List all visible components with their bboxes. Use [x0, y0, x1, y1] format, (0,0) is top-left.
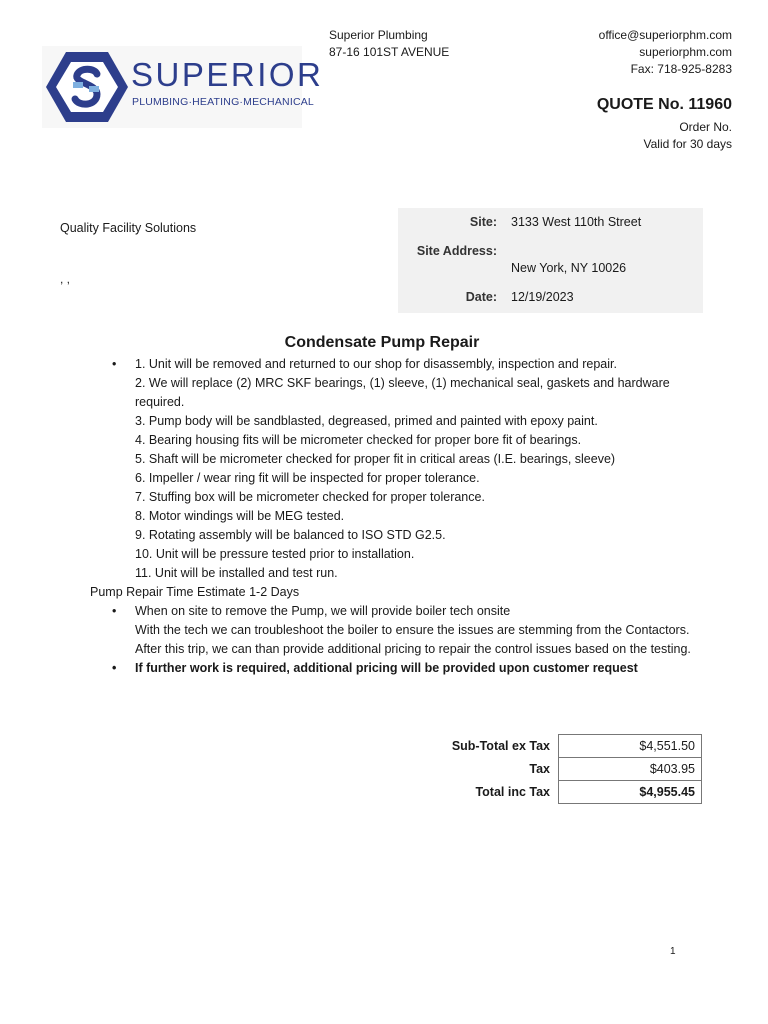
tax-value: $403.95 — [559, 758, 702, 781]
totals-table — [410, 734, 702, 804]
further-work-note: If further work is required, additional pricing will be provided upon customer request — [135, 661, 638, 675]
contact-info — [599, 27, 732, 78]
repair-step: 3. Pump body will be sandblasted, degreased, primed and painted with epoxy paint. — [135, 414, 598, 428]
repair-steps-item — [90, 355, 710, 583]
company-info — [329, 27, 449, 61]
site-label: Site: — [469, 215, 497, 229]
repair-step: 11. Unit will be installed and test run. — [135, 566, 338, 580]
site-address-label: Site Address: — [416, 244, 497, 258]
repair-step: 4. Bearing housing fits will be micrometer checked for proper bore fit of bearings. — [135, 433, 582, 447]
company-logo — [42, 46, 324, 128]
order-info — [644, 119, 733, 153]
subtotal-value: $4,551.50 — [559, 735, 702, 758]
site-details-box — [398, 208, 703, 313]
site-value: 3133 West 110th Street — [511, 215, 642, 229]
repair-step: 5. Shaft will be micrometer checked for proper fit in critical areas (I.E. bearings, sleeve) — [135, 452, 616, 466]
superior-hexagon-icon — [42, 46, 132, 128]
contact-fax: Fax: 718-925-8283 — [630, 62, 732, 76]
total-label: Total inc Tax — [475, 785, 550, 799]
note-item — [90, 602, 710, 659]
repair-step: 10. Unit will be pressure tested prior to installation. — [135, 547, 415, 561]
onsite-detail: With the tech we can troubleshoot the boiler to ensure the issues are stemming from the Contactors. After this trip, we can than provide additional pricing to repair the control issues based on the testing. — [135, 623, 691, 656]
date-label: Date: — [465, 290, 497, 304]
job-description — [90, 355, 710, 678]
table-row — [410, 735, 702, 758]
client-name: Quality Facility Solutions — [60, 221, 197, 235]
repair-step: 9. Rotating assembly will be balanced to ISO STD G2.5. — [135, 528, 446, 542]
onsite-note: When on site to remove the Pump, we will provide boiler tech onsite — [135, 604, 511, 618]
subtotal-label: Sub-Total ex Tax — [451, 739, 550, 753]
client-address: , , — [60, 272, 71, 286]
site-address-value: New York, NY 10026 — [511, 261, 627, 275]
logo-wordmark: SUPERIOR — [131, 56, 324, 93]
table-row — [410, 781, 702, 804]
contact-website[interactable]: superiorphm.com — [639, 45, 732, 59]
tax-label: Tax — [529, 762, 550, 776]
notes-list — [90, 602, 710, 678]
repair-step: 6. Impeller / wear ring fit will be inspected for proper tolerance. — [135, 471, 480, 485]
order-number: Order No. — [679, 120, 732, 134]
repair-steps-list — [90, 355, 710, 583]
repair-step: 1. Unit will be removed and returned to our shop for disassembly, inspection and repair. — [135, 357, 617, 371]
bullet-icon: • — [112, 661, 117, 675]
repair-step: 7. Stuffing box will be micrometer checked for proper tolerance. — [135, 490, 485, 504]
quote-number: QUOTE No. 11960 — [596, 96, 732, 113]
date-value: 12/19/2023 — [511, 290, 574, 304]
company-address: 87-16 101ST AVENUE — [329, 45, 450, 59]
job-title: Condensate Pump Repair — [284, 334, 480, 351]
repair-step: 8. Motor windings will be MEG tested. — [135, 509, 345, 523]
page-number: 1 — [670, 946, 676, 957]
bullet-icon: • — [112, 604, 117, 618]
time-estimate: Pump Repair Time Estimate 1-2 Days — [90, 585, 300, 599]
company-name: Superior Plumbing — [329, 28, 428, 42]
note-item — [90, 659, 710, 678]
contact-email[interactable]: office@superiorphm.com — [598, 28, 732, 42]
total-value: $4,955.45 — [559, 781, 702, 804]
quote-validity: Valid for 30 days — [643, 137, 732, 151]
bullet-icon: • — [112, 357, 117, 371]
repair-step: 2. We will replace (2) MRC SKF bearings, (1) sleeve, (1) mechanical seal, gaskets and hardware required. — [135, 376, 670, 409]
table-row — [410, 758, 702, 781]
logo-tagline: PLUMBING·HEATING·MECHANICAL — [132, 96, 314, 108]
